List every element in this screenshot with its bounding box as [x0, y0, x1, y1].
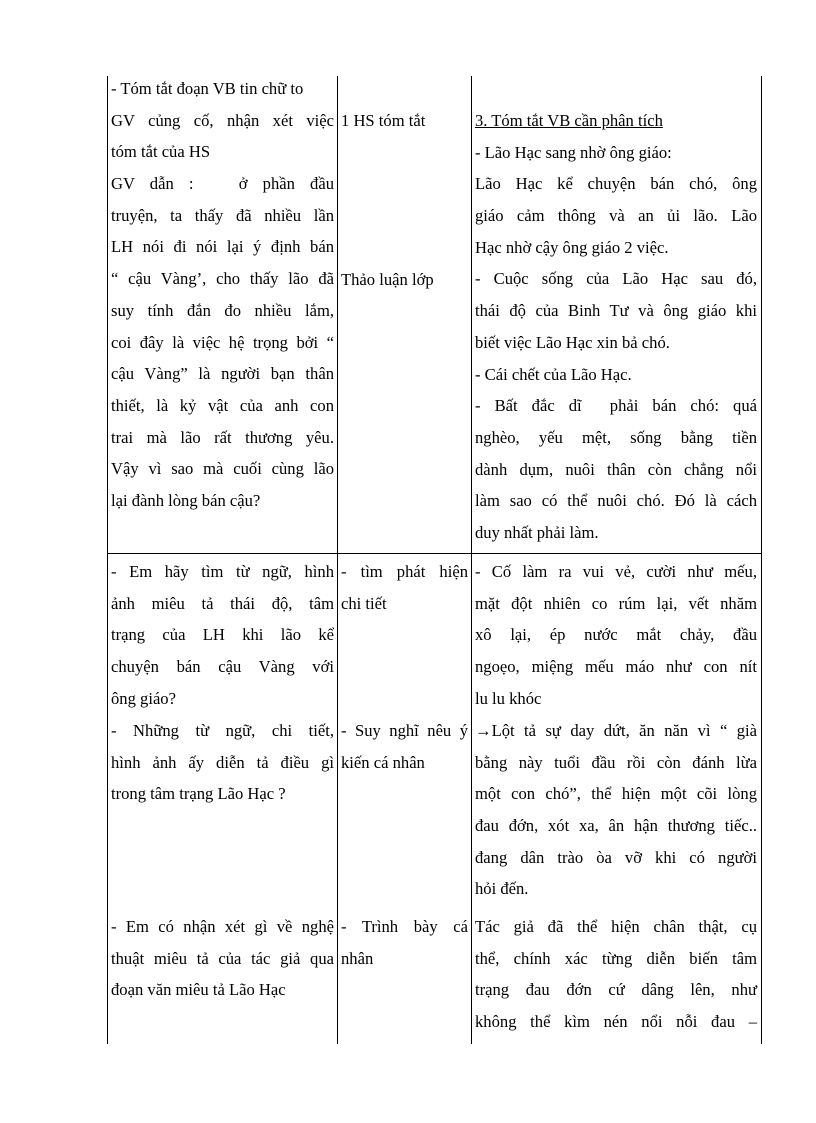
text-line: - Cuộc sống của Lão Hạc sau đó,: [475, 269, 757, 289]
text-line: - Tóm tắt đoạn VB tin chữ to: [111, 79, 304, 98]
row2-student-b: [341, 715, 468, 778]
text-line: Tác giả đã thể hiện chân thật, cụ: [475, 917, 757, 936]
text-line: chuyện bán cậu Vàng với: [111, 657, 334, 677]
text-line: - Lão Hạc sang nhờ ông giáo:: [475, 142, 672, 162]
text-line: - Suy nghĩ nêu ý: [341, 721, 468, 740]
text-line: tóm tắt của HS: [111, 142, 211, 162]
table-border-left: [107, 76, 108, 1044]
text-line: ảnh miêu tả thái độ, tâm: [111, 593, 334, 613]
text-line: ngoẹo, miệng mếu máo như con nít: [475, 657, 757, 677]
text-line: →Lột tả sự day dứt, ăn năn vì “ già: [475, 721, 757, 740]
text-line: bằng này tuổi đầu rồi còn đánh lừa: [475, 752, 757, 772]
text-line: lu lu khóc: [475, 688, 542, 708]
text-line: - Em có nhận xét gì về nghệ: [111, 917, 334, 936]
table-divider-2: [471, 76, 472, 1044]
row2-question-b: [111, 715, 334, 810]
text-line: mặt đột nhiên co rúm lại, vết nhăm: [475, 593, 757, 613]
row2-question-a: [111, 556, 334, 714]
text-line: “ cậu Vàng’, cho thấy lão đã: [111, 269, 334, 289]
text-line: biết việc Lão Hạc xin bả chó.: [475, 332, 670, 352]
text-line: GV dẫn : ở phần đầu: [111, 174, 334, 194]
text-line: không thể kìm nén nổi nỗi đau –: [475, 1012, 757, 1032]
text-line: xô lại, ép nước mắt chảy, đầu: [475, 625, 757, 645]
table-border-right: [761, 76, 762, 1044]
row1-teacher-activity: [111, 73, 334, 517]
text-line: một con chó”, thể hiện một cõi lòng: [475, 784, 757, 804]
table-divider-1: [337, 76, 338, 1044]
text-line: GV củng cố, nhận xét việc: [111, 110, 334, 130]
text-line: hỏi đến.: [475, 879, 529, 899]
text-line: - Bất đắc dĩ phải bán chó: quá: [475, 396, 757, 416]
row2-question-c: [111, 911, 334, 1006]
text-line: thiết, là kỷ vật của anh con: [111, 395, 334, 415]
text-line: LH nói đi nói lại ý định bán: [111, 237, 334, 257]
text-line: đoạn văn miêu tả Lão Hạc: [111, 980, 286, 1000]
text-line: Vậy vì sao mà cuối cùng lão: [111, 459, 334, 479]
text-line: Lão Hạc kể chuyện bán chó, ông: [475, 174, 757, 194]
text-line: trai mà lão rất thương yêu.: [111, 427, 334, 447]
text-line: - Em hãy tìm từ ngữ, hình: [111, 562, 334, 581]
text-line: đau đớn, xót xa, ân hận thương tiếc..: [475, 816, 757, 836]
text-line: - Trình bày cá: [341, 917, 468, 936]
text-line: cậu Vàng” là người bạn thân: [111, 364, 334, 384]
text-line: giáo cảm thông và an ủi lão. Lão: [475, 206, 757, 226]
text-line: Hạc nhờ cậy ông giáo 2 việc.: [475, 237, 669, 257]
row-divider: [107, 553, 762, 554]
text-line: suy tính đắn đo nhiều lắm,: [111, 300, 334, 320]
text-line: duy nhất phải làm.: [475, 522, 599, 542]
text-line: truyện, ta thấy đã nhiều lần: [111, 205, 334, 225]
row1-content: [475, 105, 757, 549]
text-line: trạng đau đớn cứ dâng lên, như: [475, 980, 757, 1000]
row2-content-c: [475, 911, 757, 1038]
text-line: - tìm phát hiện: [341, 562, 468, 581]
text-line: - Những từ ngữ, chi tiết,: [111, 721, 334, 740]
section-heading: 3. Tóm tắt VB cần phân tích: [475, 111, 663, 130]
text-line: coi đây là việc hệ trọng bởi “: [111, 332, 334, 352]
row2-student-c: [341, 911, 468, 974]
row2-content-a: [475, 556, 757, 714]
row1-student-activity-1: [341, 105, 468, 137]
text-line: ông giáo?: [111, 688, 176, 708]
text-line: nhân: [341, 948, 374, 968]
text-line: trong tâm trạng Lão Hạc ?: [111, 784, 286, 804]
row1-student-activity-2: [341, 264, 468, 296]
text-line: thuật miêu tả của tác giả qua: [111, 948, 334, 968]
text-line: đang dân trào òa vỡ khi có người: [475, 847, 757, 867]
text-line: thái độ của Binh Tư và ông giáo khi: [475, 301, 757, 321]
row2-student-a: [341, 556, 468, 619]
text-line: thể, chính xác từng diễn biến tâm: [475, 948, 757, 968]
text-line: 1 HS tóm tắt: [341, 111, 426, 130]
text-line: nghèo, yếu mệt, sống bằng tiền: [475, 427, 757, 447]
text-line: kiến cá nhân: [341, 752, 425, 772]
row2-content-b: [475, 715, 757, 905]
text-line: làm sao có thể nuôi chó. Đó là cách: [475, 491, 757, 511]
text-line: chi tiết: [341, 593, 387, 613]
text-line: dành dụm, nuôi thân còn chẳng nổi: [475, 459, 757, 479]
text-line: trạng của LH khi lão kể: [111, 625, 334, 645]
text-line: - Cố làm ra vui vẻ, cười như mếu,: [475, 562, 757, 581]
text-line: Thảo luận lớp: [341, 270, 434, 289]
text-line: hình ảnh ấy diễn tả điều gì: [111, 752, 334, 772]
text-line: lại đành lòng bán cậu?: [111, 490, 261, 510]
text-line: - Cái chết của Lão Hạc.: [475, 364, 632, 384]
